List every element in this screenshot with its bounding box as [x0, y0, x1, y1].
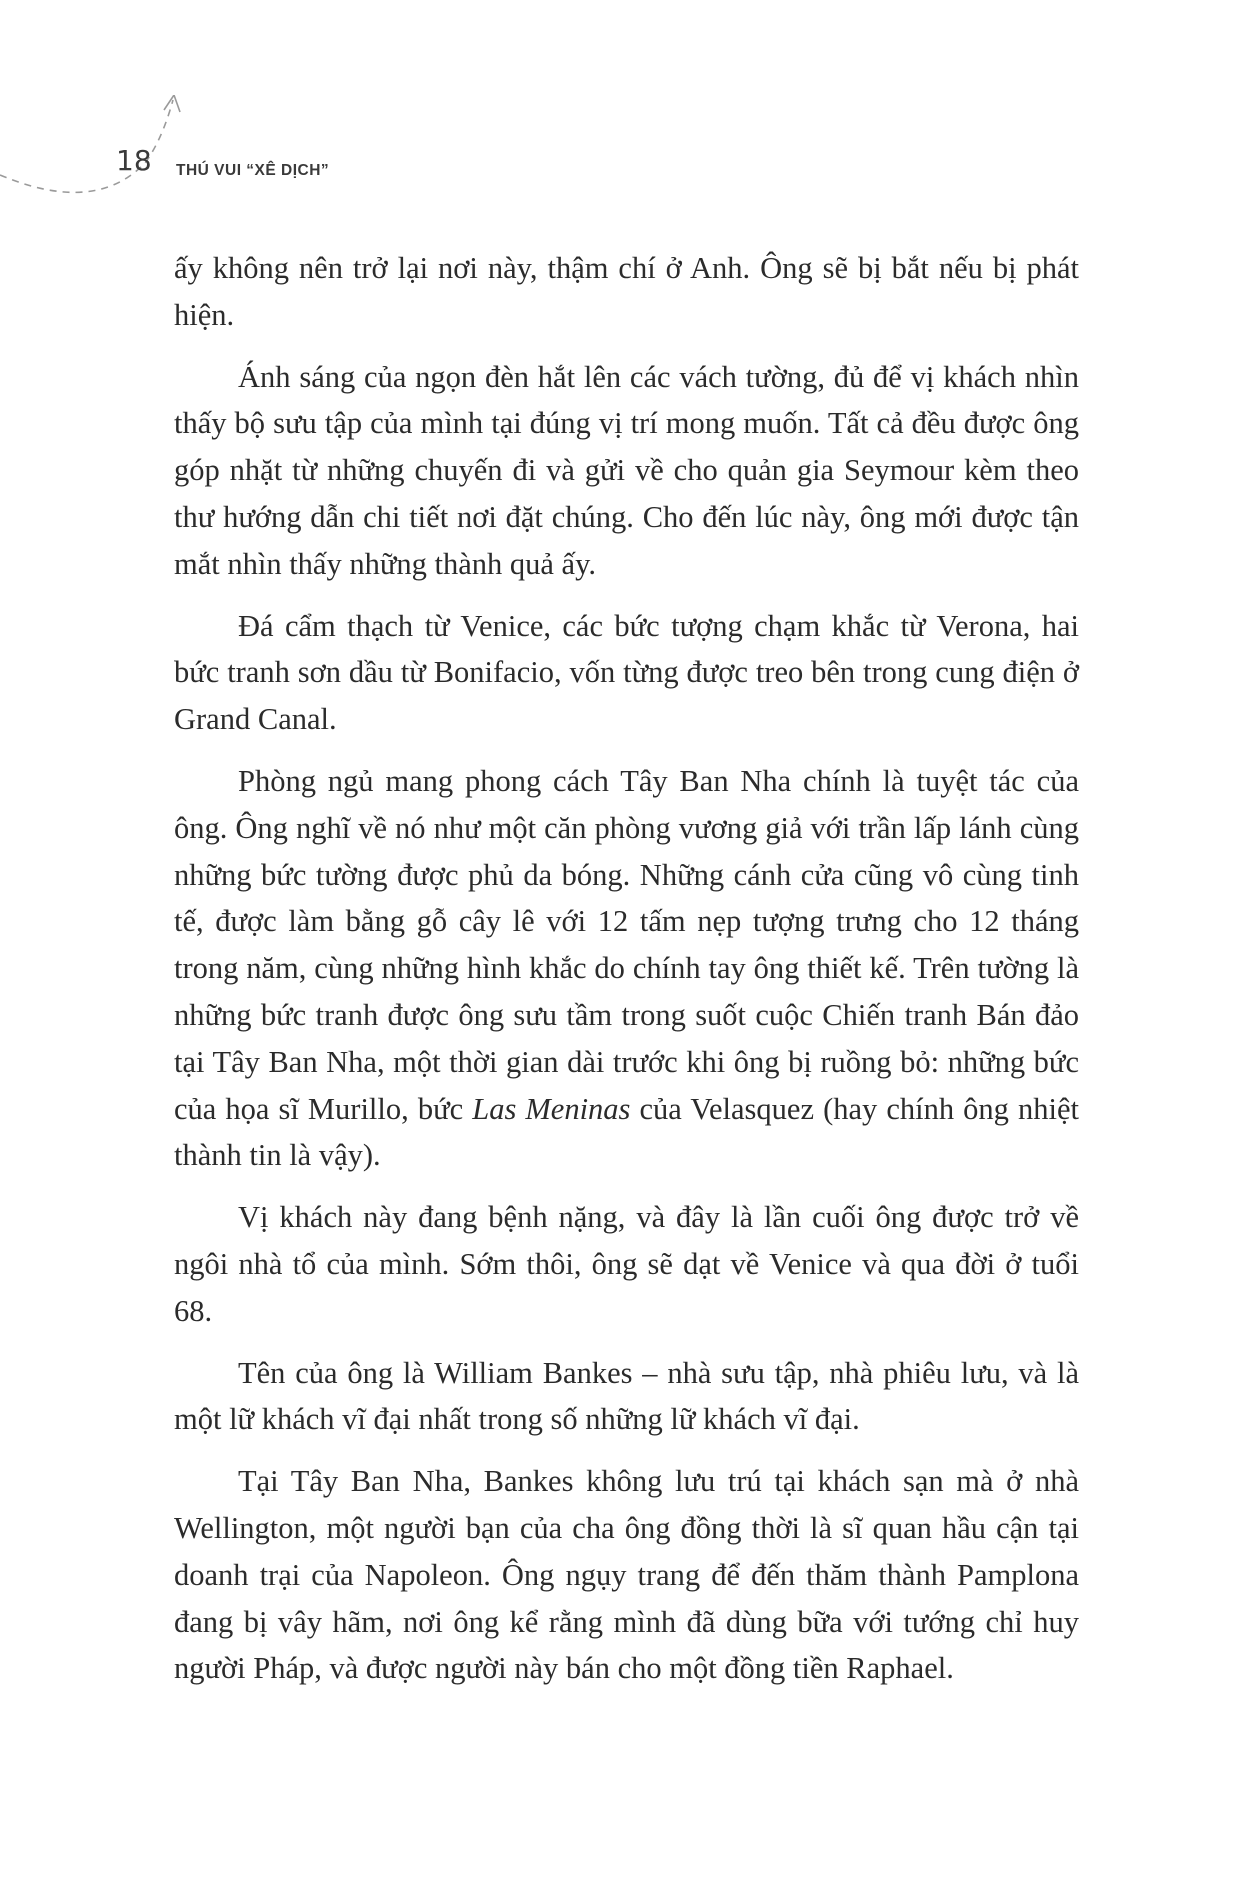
paragraph: Ánh sáng của ngọn đèn hắt lên các vách tường, đủ để vị khách nhìn thấy bộ sưu tập của mình tại đúng vị trí mong muốn. Tất cả đều được ông góp nhặt từ những chuyến đi và gửi về cho quản gia Seymour kèm theo thư hướng dẫn chi tiết nơi đặt chúng. Cho đến lúc này, ông mới được tận mắt nhìn thấy những thành quả ấy. [174, 359, 1079, 581]
italic-title: Las Meninas [472, 1091, 631, 1126]
paragraph-bedroom [174, 758, 1079, 1179]
paragraph-text: của Velasquez (hay chính ông nhiệt thành tin là vậy). [174, 1091, 1079, 1173]
running-title: THÚ VUI “XÊ DỊCH” [176, 162, 330, 179]
paragraph: Tại Tây Ban Nha, Bankes không lưu trú tại khách sạn mà ở nhà Wellington, một người bạn của cha ông đồng thời là sĩ quan hầu cận tại doanh trại của Napoleon. Ông ngụy trang để đến thăm thành Pamplona đang bị vây hãm, nơi ông kể rằng mình đã dùng bữa với tướng chỉ huy người Pháp, và được người này bán cho một đồng tiền Raphael. [174, 1464, 1079, 1686]
page-header [0, 95, 1245, 235]
paragraph: Tên của ông là William Bankes – nhà sưu tập, nhà phiêu lưu, và là một lữ khách vĩ đại nhất trong số những lữ khách vĩ đại. [174, 1355, 1079, 1437]
body-text [174, 245, 1079, 1707]
paragraph: ấy không nên trở lại nơi này, thậm chí ở Anh. Ông sẽ bị bắt nếu bị phát hiện. [174, 251, 1079, 332]
paragraph: Đá cẩm thạch từ Venice, các bức tượng chạm khắc từ Verona, hai bức tranh sơn dầu từ Bonifacio, vốn từng được treo bên trong cung điện ở Grand Canal. [174, 608, 1079, 737]
paragraph-text: Phòng ngủ mang phong cách Tây Ban Nha chính là tuyệt tác của ông. Ông nghĩ về nó như một căn phòng vương giả với trần lấp lánh cùng những bức tường được phủ da bóng. Những cánh cửa cũng vô cùng tinh tế, được làm bằng gỗ cây lê với 12 tấm nẹp tượng trưng cho 12 tháng trong năm, cùng những hình khắc do chính tay ông thiết kế. Trên tường là những bức tranh được ông sưu tầm trong suốt cuộc Chiến tranh Bán đảo tại Tây Ban Nha, một thời gian dài trước khi ông bị ruồng bỏ: những bức của họa sĩ Murillo, bức [174, 763, 1079, 1126]
paragraph: Vị khách này đang bệnh nặng, và đây là lần cuối ông được trở về ngôi nhà tổ của mình. Sớm thôi, ông sẽ dạt về Venice và qua đời ở tuổi 68. [174, 1200, 1079, 1328]
page-number: 18 [116, 144, 152, 177]
